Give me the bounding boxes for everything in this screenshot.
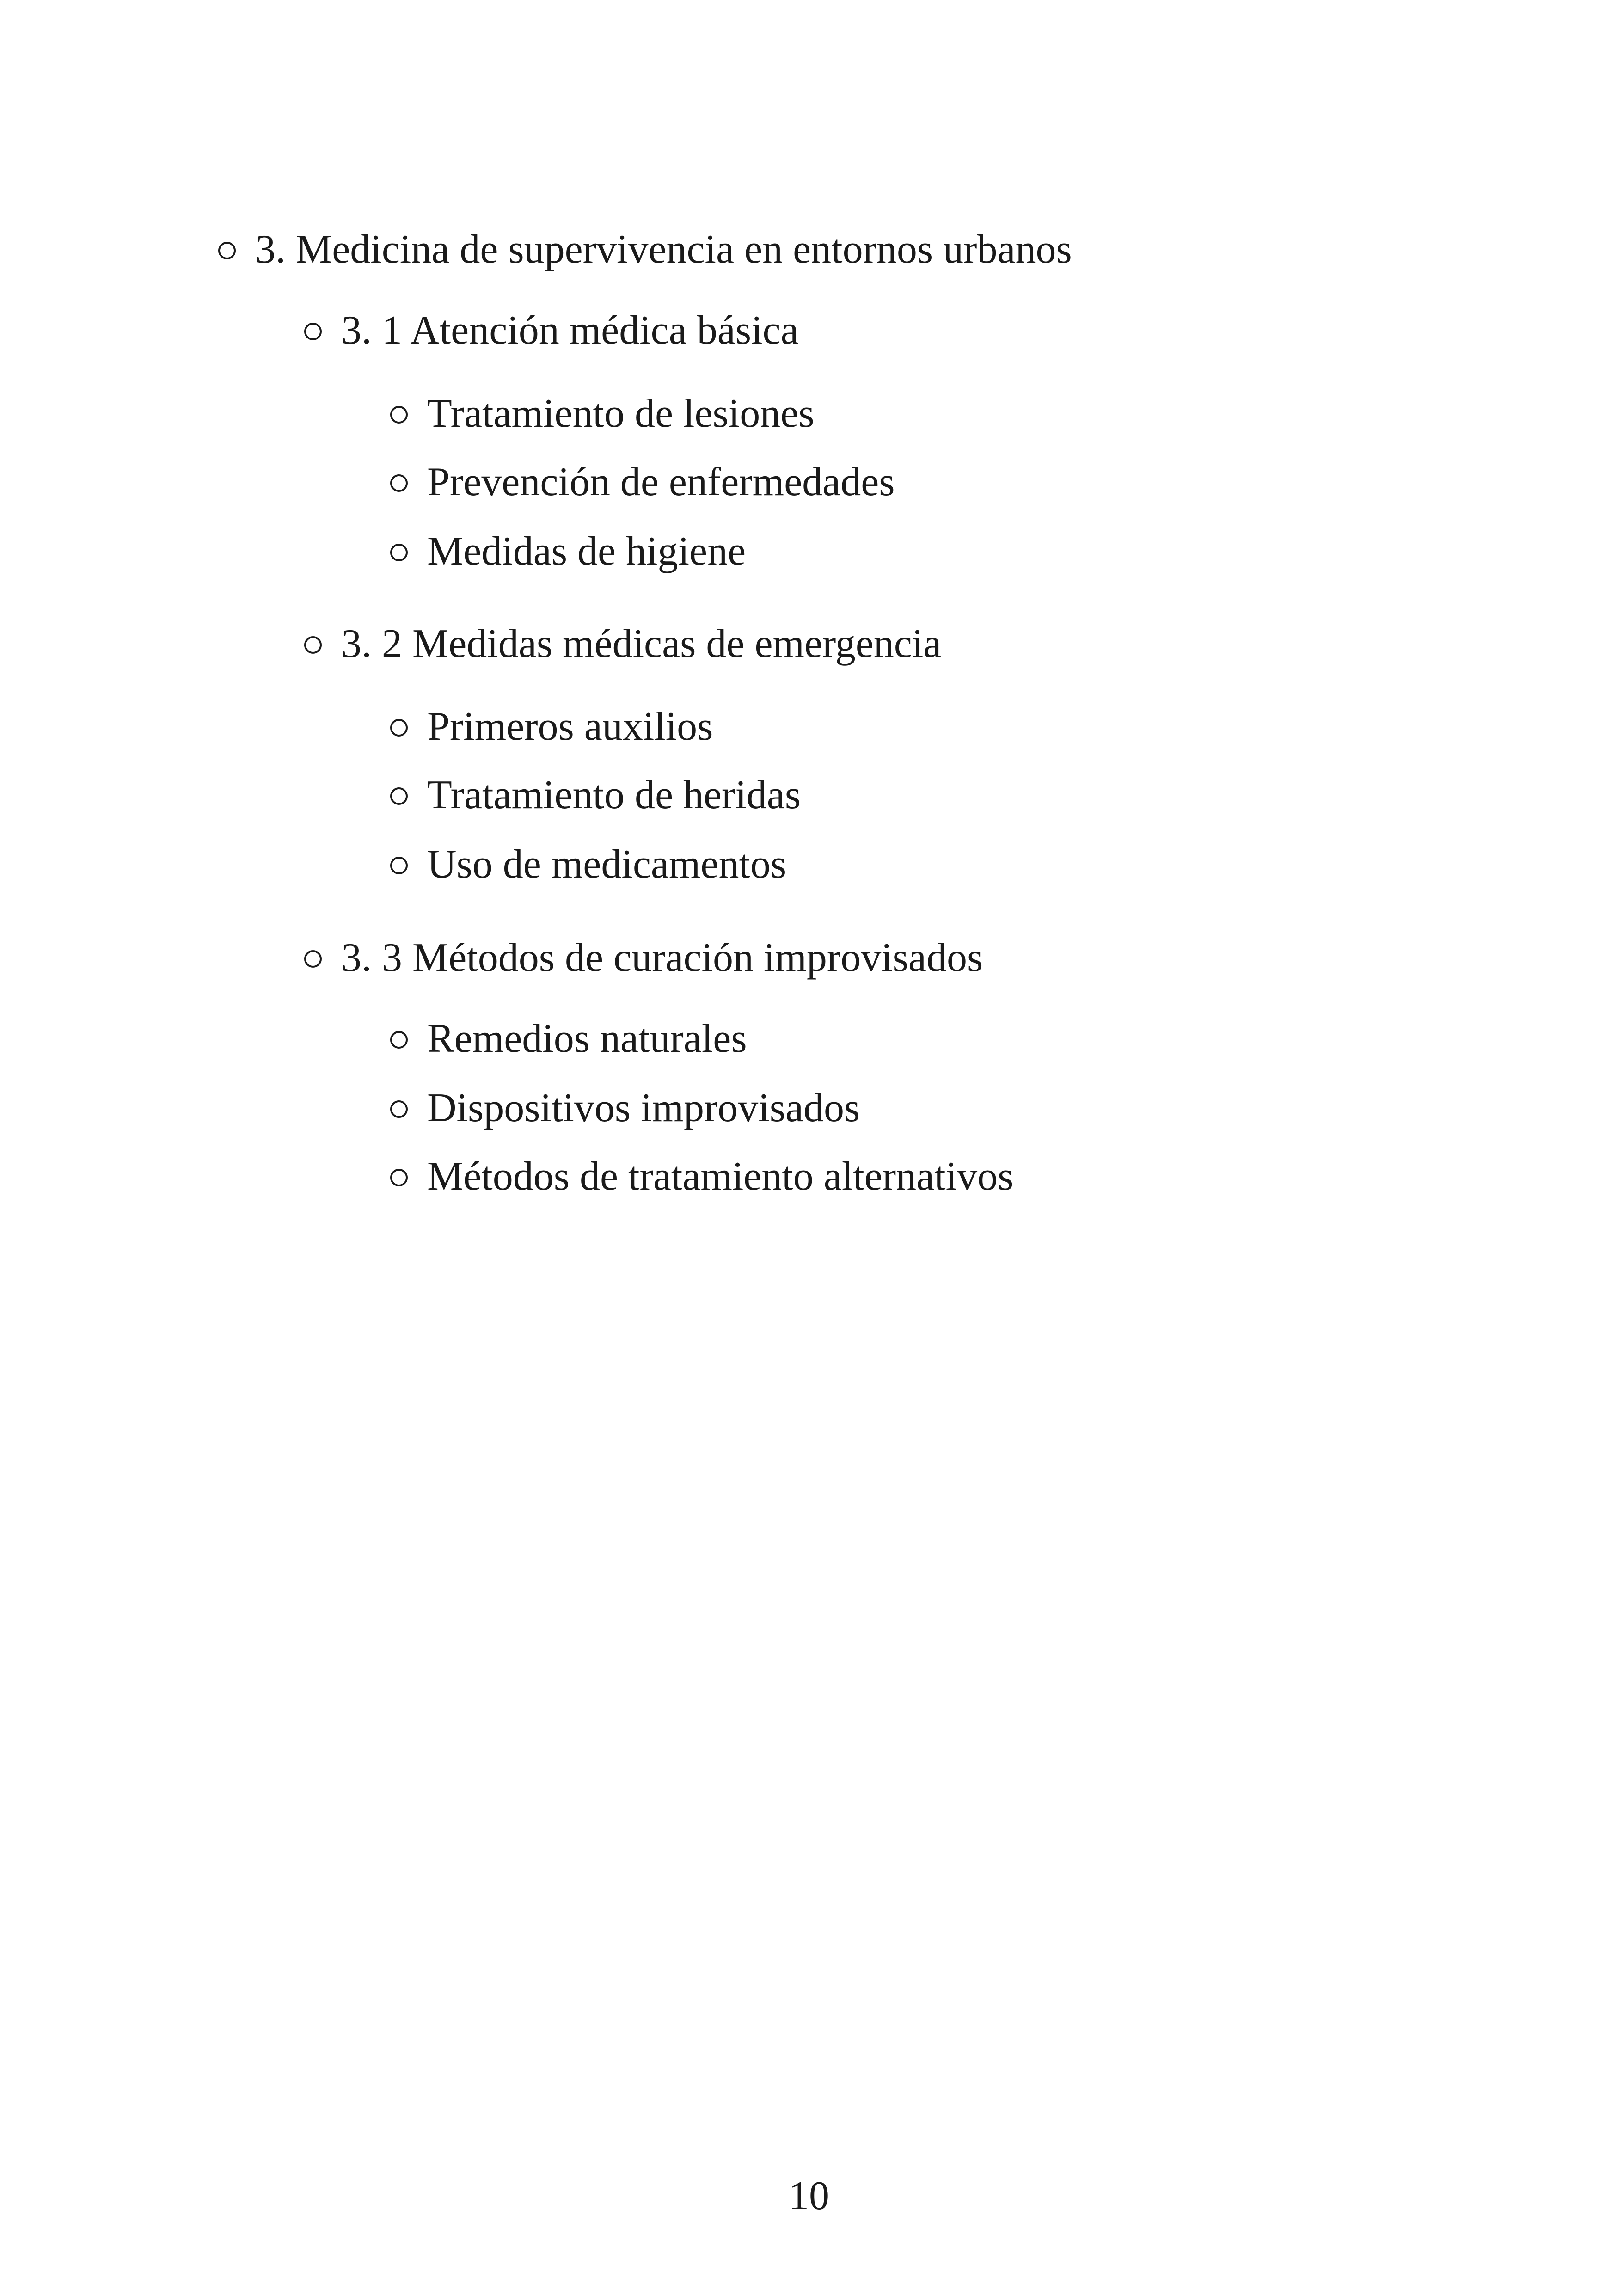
hollow-circle-icon [387,403,411,426]
hollow-circle-icon [387,1166,411,1189]
page-number: 10 [789,2173,829,2218]
hollow-circle-icon [387,1098,411,1121]
toc-item [387,391,815,437]
hollow-circle-icon [301,633,325,657]
toc-subsection-3-1 [301,307,799,354]
toc-item-label: Prevención de enfermedades [427,460,895,504]
toc-item [387,528,746,575]
toc-item-label: Métodos de tratamiento alternativos [427,1154,1014,1199]
toc-item [387,1016,747,1062]
toc-item [387,772,801,818]
toc-item-label: Tratamiento de lesiones [427,391,815,436]
toc-subsection-title: 3. 3 Métodos de curación improvisados [341,935,983,980]
toc-item-label: Remedios naturales [427,1016,747,1061]
hollow-circle-icon [387,541,411,564]
toc-item-label: Primeros auxilios [427,704,713,749]
hollow-circle-icon [301,947,325,970]
hollow-circle-icon [387,472,411,495]
toc-subsection-3-3 [301,935,983,981]
hollow-circle-icon [301,320,325,343]
toc-item [387,704,713,750]
toc-item [387,841,786,888]
toc-subsection-title: 3. 1 Atención médica básica [341,308,799,353]
toc-subsection-title: 3. 2 Medidas médicas de emergencia [341,621,942,666]
hollow-circle-icon [387,716,411,739]
toc-item [387,459,895,505]
toc-item-label: Uso de medicamentos [427,842,787,887]
toc-item-label: Medidas de higiene [427,529,746,574]
toc-item-label: Dispositivos improvisados [427,1086,860,1130]
hollow-circle-icon [387,854,411,877]
toc-item-label: Tratamiento de heridas [427,773,801,817]
hollow-circle-icon [387,1028,411,1051]
hollow-circle-icon [387,785,411,808]
hollow-circle-icon [215,239,239,262]
toc-item [387,1154,1013,1200]
toc-item [387,1085,860,1131]
toc-subsection-3-2 [301,621,941,667]
toc-section-3 [215,227,1072,273]
toc-section-title: 3. Medicina de supervivencia en entornos urbanos [255,227,1072,272]
